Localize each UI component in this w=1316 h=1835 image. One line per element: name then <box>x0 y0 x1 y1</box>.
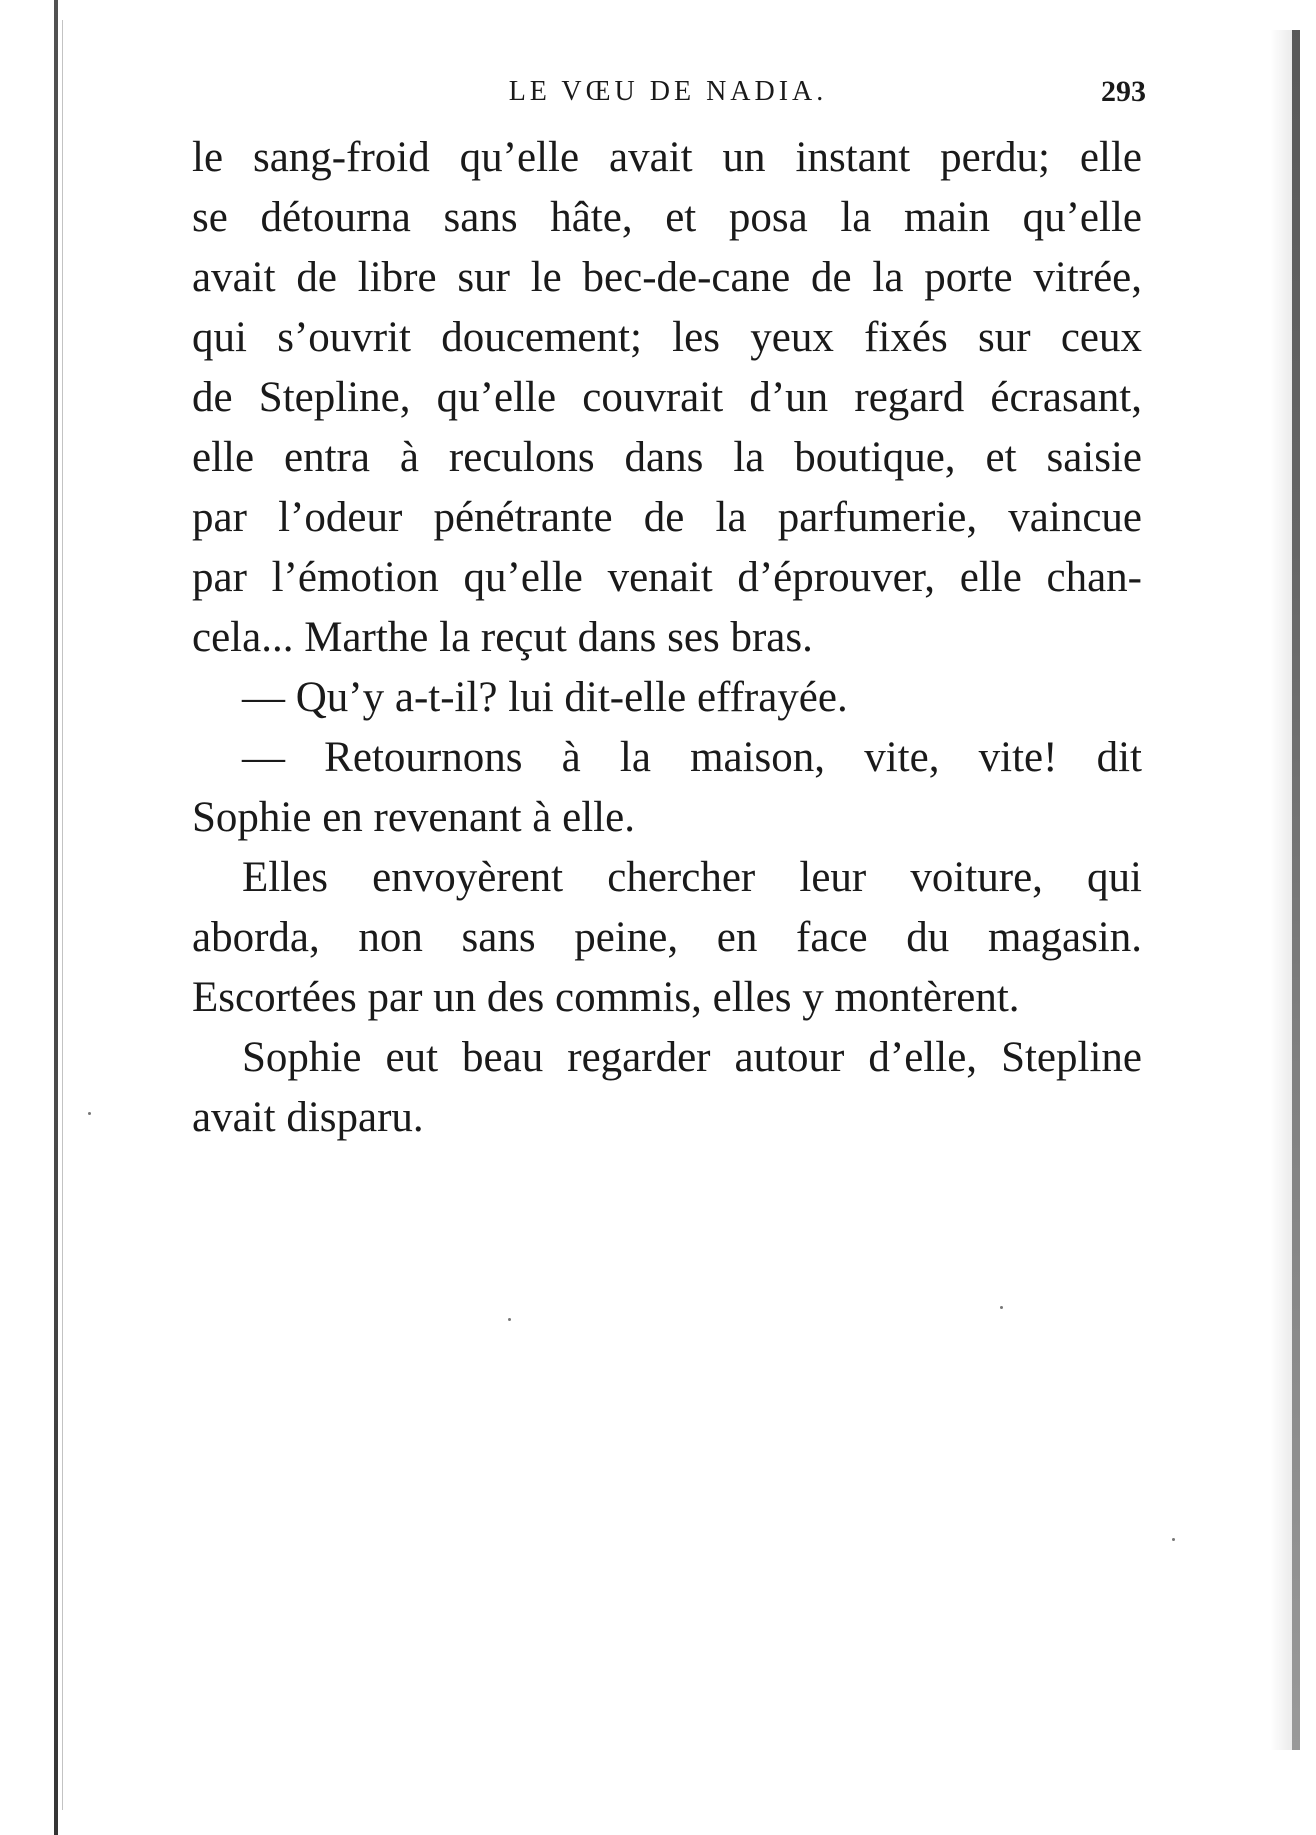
text-line: elle entra à reculons dans la boutique, et saisie <box>192 434 1142 481</box>
page-edge-left-line <box>62 20 63 1810</box>
scan-speck <box>1000 1306 1003 1309</box>
text-line: le sang-froid qu’elle avait un instant perdu; elle <box>192 134 1142 181</box>
text-line: qui s’ouvrit doucement; les yeux fixés sur ceux <box>192 314 1142 361</box>
text-line: par l’émotion qu’elle venait d’éprouver, elle chan- <box>192 554 1142 601</box>
text-line: — Retournons à la maison, vite, vite! dit <box>242 734 1142 781</box>
text-line: se détourna sans hâte, et posa la main qu’elle <box>192 194 1142 241</box>
scan-speck <box>508 1318 511 1321</box>
paragraph <box>192 668 1142 728</box>
text-line: — Qu’y a-t-il? lui dit-elle effrayée. <box>242 674 848 721</box>
text-line: aborda, non sans peine, en face du magasin. <box>192 914 1142 961</box>
page-edge-right <box>1292 30 1300 1750</box>
page-number: 293 <box>1101 75 1146 108</box>
paragraph <box>192 128 1142 668</box>
text-line: cela... Marthe la reçut dans ses bras. <box>192 614 813 661</box>
running-head <box>190 72 1146 112</box>
paragraph <box>192 1028 1142 1148</box>
paragraph <box>192 728 1142 848</box>
text-line: Sophie en revenant à elle. <box>192 794 635 841</box>
running-head-title: LE VŒU DE NADIA. <box>508 76 828 107</box>
text-line: de Stepline, qu’elle couvrait d’un regard écrasant, <box>192 374 1142 421</box>
page-edge-left <box>54 0 58 1835</box>
body-text <box>192 128 1142 1148</box>
paragraph <box>192 848 1142 1028</box>
page-edge-right-shadow <box>1270 30 1292 1750</box>
text-line: avait de libre sur le bec-de-cane de la porte vitrée, <box>192 254 1142 301</box>
text-line: Escortées par un des commis, elles y montèrent. <box>192 974 1020 1021</box>
scan-speck <box>1172 1538 1175 1541</box>
text-line: par l’odeur pénétrante de la parfumerie, vaincue <box>192 494 1142 541</box>
scan-speck <box>88 1112 91 1115</box>
text-line: avait disparu. <box>192 1094 424 1141</box>
text-line: Sophie eut beau regarder autour d’elle, Stepline <box>242 1034 1142 1081</box>
text-line: Elles envoyèrent chercher leur voiture, qui <box>242 854 1142 901</box>
